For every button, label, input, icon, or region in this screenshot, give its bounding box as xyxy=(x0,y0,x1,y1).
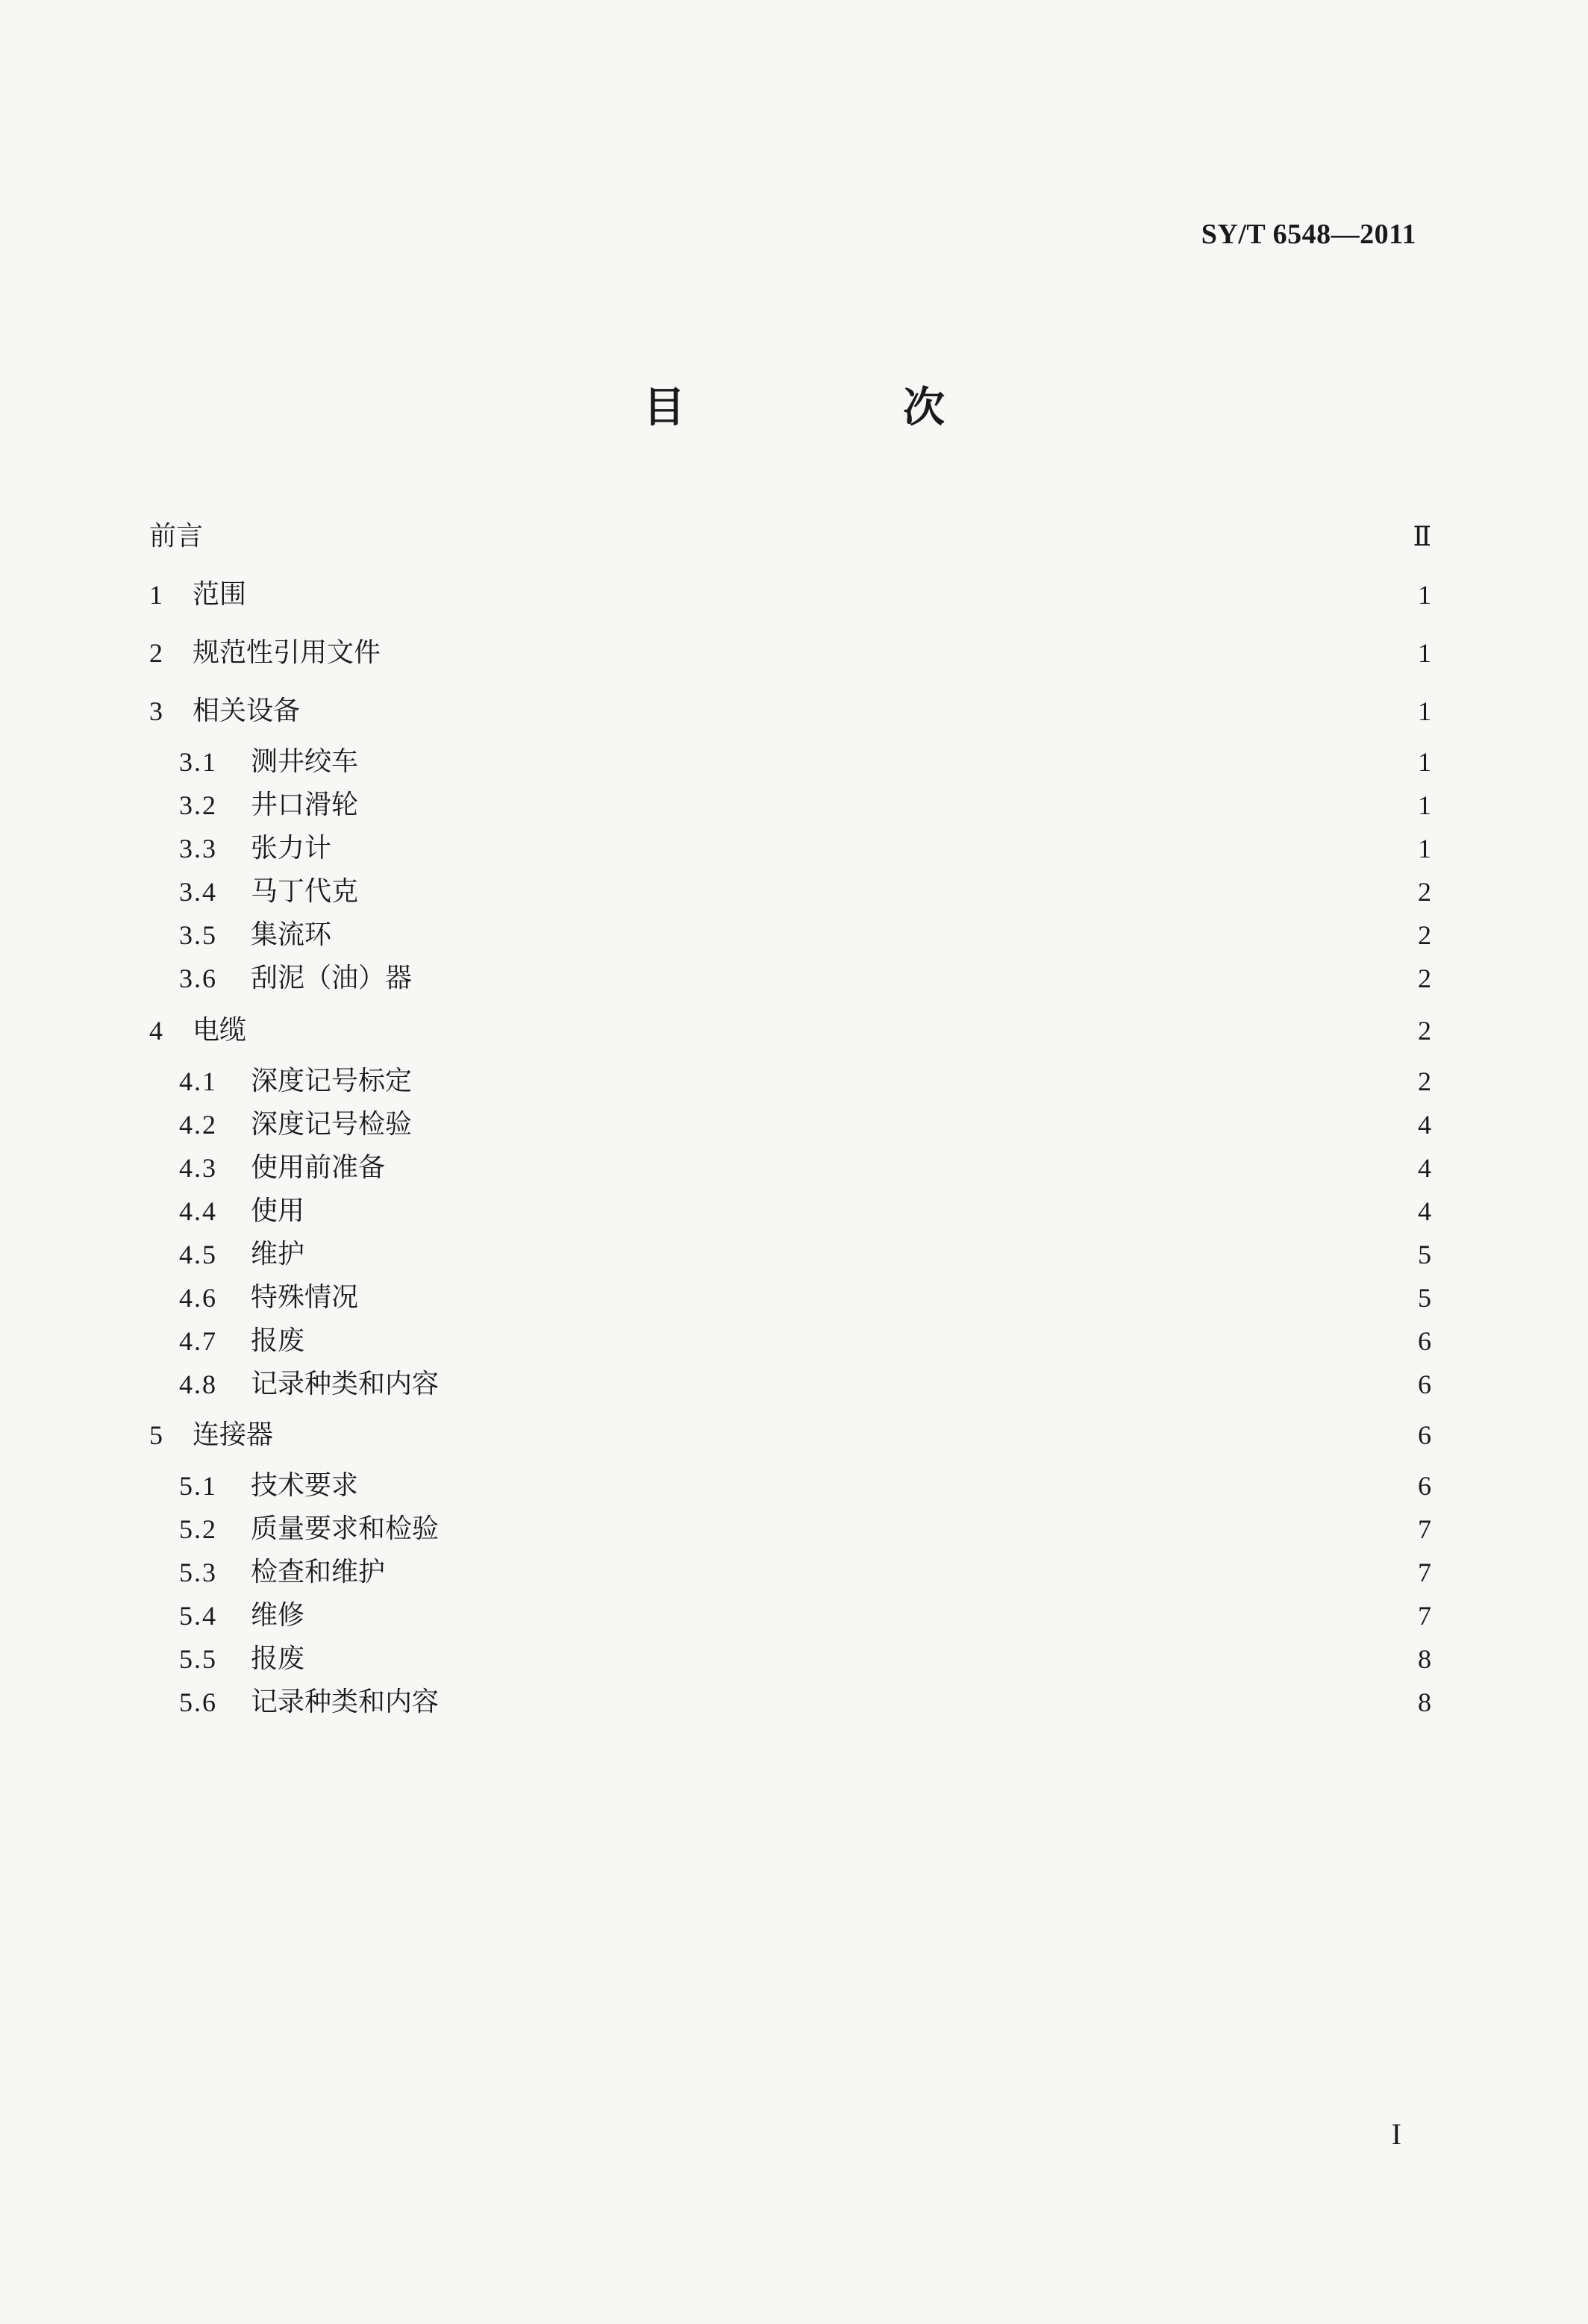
toc-label: 电缆 xyxy=(193,1015,247,1046)
toc-subentry[interactable] xyxy=(179,1685,1431,1719)
toc-number: 4.3 xyxy=(179,1153,217,1183)
dot-leader xyxy=(370,1281,1404,1315)
toc-page: 1 xyxy=(1418,580,1431,610)
toc-subentry[interactable] xyxy=(179,1151,1431,1185)
dot-leader xyxy=(424,1064,1404,1099)
toc-subentry[interactable] xyxy=(179,1324,1431,1358)
toc-number: 4.1 xyxy=(179,1066,217,1096)
toc-number: 3.5 xyxy=(179,920,217,950)
toc-label: 技术要求 xyxy=(251,1470,359,1501)
toc-number: 4.4 xyxy=(179,1196,217,1226)
toc-subentry[interactable] xyxy=(179,1367,1431,1402)
toc-subentry[interactable] xyxy=(179,1108,1431,1142)
toc-label: 范围 xyxy=(193,579,247,610)
toc-subentry[interactable] xyxy=(179,875,1431,909)
toc-page: 6 xyxy=(1418,1471,1431,1501)
toc-page: 7 xyxy=(1418,1514,1431,1544)
toc-page: Ⅱ xyxy=(1413,522,1431,552)
toc-subentry[interactable] xyxy=(179,1642,1431,1676)
toc-entry[interactable] xyxy=(149,1013,1431,1048)
toc-label: 深度记号检验 xyxy=(251,1109,413,1140)
toc-label: 报废 xyxy=(251,1325,305,1356)
toc-number: 4 xyxy=(149,1016,163,1046)
dot-leader xyxy=(397,1555,1404,1590)
toc-number: 5.2 xyxy=(179,1514,217,1544)
page-folio: I xyxy=(1391,2117,1401,2151)
toc-number: 5.5 xyxy=(179,1644,217,1674)
dot-leader xyxy=(370,788,1404,822)
standard-code: SY/T 6548—2011 xyxy=(1201,219,1416,250)
toc-number: 5.1 xyxy=(179,1471,217,1501)
toc-subentry[interactable] xyxy=(179,918,1431,952)
toc-entry-preface[interactable] xyxy=(149,519,1431,554)
toc-number: 5.6 xyxy=(179,1687,217,1717)
toc-number: 4.6 xyxy=(179,1283,217,1313)
toc-number: 5.3 xyxy=(179,1558,217,1587)
toc-subentry[interactable] xyxy=(179,788,1431,822)
toc-number: 3.2 xyxy=(179,790,217,820)
page-title: 目 次 xyxy=(643,383,1033,432)
toc-page: 2 xyxy=(1418,963,1431,993)
dot-leader xyxy=(343,831,1404,866)
toc-label: 集流环 xyxy=(251,919,332,950)
dot-leader xyxy=(397,1151,1404,1185)
toc-number: 5.4 xyxy=(179,1601,217,1631)
dot-leader xyxy=(451,1367,1404,1402)
toc-label: 检查和维护 xyxy=(251,1557,386,1587)
dot-leader xyxy=(258,578,1404,612)
dot-leader xyxy=(424,961,1404,996)
toc-page: 6 xyxy=(1418,1420,1431,1450)
toc-page: 1 xyxy=(1418,834,1431,863)
toc-page: 2 xyxy=(1418,1016,1431,1046)
dot-leader xyxy=(316,1194,1404,1228)
toc-label: 报废 xyxy=(251,1643,305,1674)
toc-label: 使用前准备 xyxy=(251,1152,386,1183)
toc-subentry[interactable] xyxy=(179,1555,1431,1590)
dot-leader xyxy=(370,745,1404,779)
toc-subentry[interactable] xyxy=(179,1194,1431,1228)
toc-entry[interactable] xyxy=(149,578,1431,612)
toc-page: 6 xyxy=(1418,1369,1431,1399)
toc-label: 连接器 xyxy=(193,1419,274,1450)
table-of-contents xyxy=(149,0,1431,2324)
toc-subentry[interactable] xyxy=(179,1469,1431,1503)
dot-leader xyxy=(451,1685,1404,1719)
toc-page: 4 xyxy=(1418,1110,1431,1140)
toc-page: 7 xyxy=(1418,1601,1431,1631)
toc-subentry[interactable] xyxy=(179,1281,1431,1315)
toc-label: 张力计 xyxy=(251,833,332,863)
toc-page: 5 xyxy=(1418,1283,1431,1313)
toc-number: 5 xyxy=(149,1420,163,1450)
toc-page: 2 xyxy=(1418,877,1431,907)
toc-page: 4 xyxy=(1418,1196,1431,1226)
dot-leader xyxy=(258,1013,1404,1048)
toc-number: 3.6 xyxy=(179,963,217,993)
toc-subentry[interactable] xyxy=(179,745,1431,779)
toc-page: 2 xyxy=(1418,1066,1431,1096)
toc-label: 维护 xyxy=(251,1239,305,1269)
toc-page: 6 xyxy=(1418,1326,1431,1356)
toc-subentry[interactable] xyxy=(179,1599,1431,1633)
toc-subentry[interactable] xyxy=(179,961,1431,996)
toc-entry[interactable] xyxy=(149,636,1431,670)
toc-label: 使用 xyxy=(251,1196,305,1226)
toc-number: 1 xyxy=(149,580,163,610)
dot-leader xyxy=(316,1237,1404,1272)
toc-page: 8 xyxy=(1418,1687,1431,1717)
toc-number: 3.4 xyxy=(179,877,217,907)
toc-page: 2 xyxy=(1418,920,1431,950)
toc-entry[interactable] xyxy=(149,694,1431,728)
toc-number: 4.2 xyxy=(179,1110,217,1140)
toc-label: 刮泥（油）器 xyxy=(251,963,413,993)
dot-leader xyxy=(312,694,1404,728)
toc-entry[interactable] xyxy=(149,1418,1431,1452)
toc-label: 测井绞车 xyxy=(251,746,359,777)
dot-leader xyxy=(370,1469,1404,1503)
dot-leader xyxy=(424,1108,1404,1142)
toc-page: 1 xyxy=(1418,696,1431,726)
toc-number: 4.7 xyxy=(179,1326,217,1356)
dot-leader xyxy=(316,1642,1404,1676)
toc-subentry[interactable] xyxy=(179,831,1431,866)
toc-page: 1 xyxy=(1418,790,1431,820)
toc-label: 马丁代克 xyxy=(251,876,359,907)
toc-page: 1 xyxy=(1418,638,1431,668)
dot-leader xyxy=(215,519,1404,554)
toc-number: 3 xyxy=(149,696,163,726)
toc-page: 7 xyxy=(1418,1558,1431,1587)
dot-leader xyxy=(316,1599,1404,1633)
dot-leader xyxy=(451,1512,1404,1546)
toc-label: 相关设备 xyxy=(193,696,301,726)
toc-page: 4 xyxy=(1418,1153,1431,1183)
toc-label: 深度记号标定 xyxy=(251,1066,413,1096)
toc-subentry[interactable] xyxy=(179,1064,1431,1099)
toc-page: 8 xyxy=(1418,1644,1431,1674)
dot-leader xyxy=(285,1418,1404,1452)
toc-number: 2 xyxy=(149,638,163,668)
toc-subentry[interactable] xyxy=(179,1237,1431,1272)
dot-leader xyxy=(343,918,1404,952)
toc-label: 记录种类和内容 xyxy=(251,1369,440,1399)
toc-number: 4.5 xyxy=(179,1240,217,1269)
dot-leader xyxy=(316,1324,1404,1358)
toc-label: 维修 xyxy=(251,1600,305,1631)
toc-label: 规范性引用文件 xyxy=(193,637,381,668)
toc-page: 5 xyxy=(1418,1240,1431,1269)
toc-number: 3.1 xyxy=(179,747,217,777)
toc-label: 特殊情况 xyxy=(251,1282,359,1313)
toc-number: 3.3 xyxy=(179,834,217,863)
toc-label: 井口滑轮 xyxy=(251,790,359,820)
dot-leader xyxy=(370,875,1404,909)
toc-label: 前言 xyxy=(149,521,204,552)
toc-subentry[interactable] xyxy=(179,1512,1431,1546)
toc-number: 4.8 xyxy=(179,1369,217,1399)
dot-leader xyxy=(393,636,1404,670)
toc-label: 记录种类和内容 xyxy=(251,1687,440,1717)
toc-page: 1 xyxy=(1418,747,1431,777)
toc-label: 质量要求和检验 xyxy=(251,1514,440,1544)
